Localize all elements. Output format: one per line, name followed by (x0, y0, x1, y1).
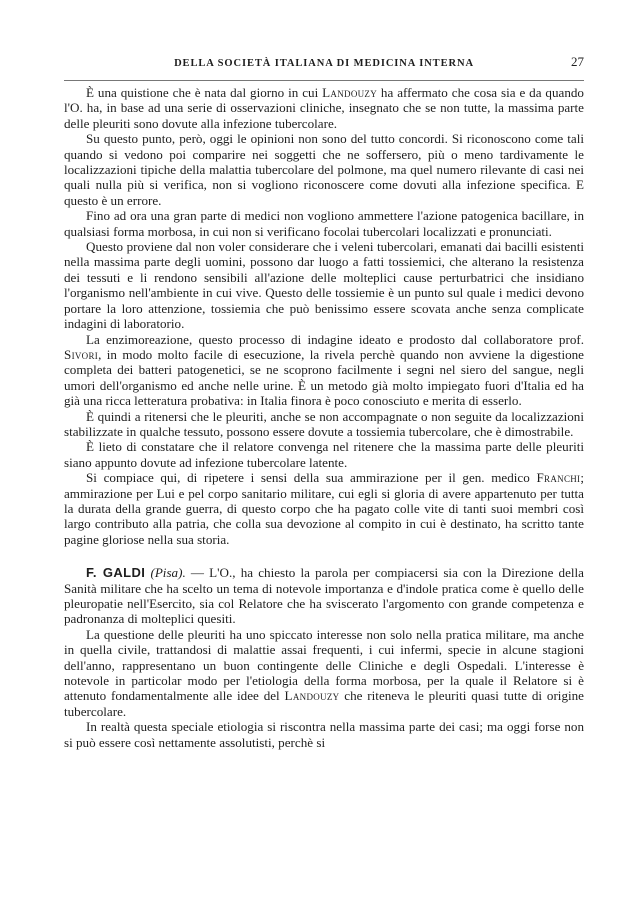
paragraph: È lieto di constatare che il relatore convenga nel ritenere che la massima parte delle pleuriti siano appunto dovute ad infezione tubercolare latente. (64, 439, 584, 470)
paragraph (64, 85, 584, 131)
paragraph: Su questo punto, però, oggi le opinioni non sono del tutto concordi. Si riconoscono come tali quando si vedono poi comparire nei soggetti che ne soffersero, più o meno tardivamente le localizzazioni tipiche della malattia tubercolare del polmone, ma quel numero rilevante di casi nei quali nulla più si verifica, non si vogliono riconoscere come dovuti alla infezione specifica. E questo è un errore. (64, 131, 584, 208)
person-name: Sivori (64, 346, 99, 362)
text-run: Si compiace qui, di ripetere i sensi della sua ammirazione per il gen. medico (86, 470, 537, 486)
running-head: DELLA SOCIETÀ ITALIANA DI MEDICINA INTERNA (174, 58, 474, 69)
text-run: — L'O., ha chiesto la parola per compiacersi sia con la Direzione della Sanità militare che ha scelto un tema di notevole importanza e d'indole pratica come è quello delle pleuropatie nell'Esercito, sia col Relatore che ha sviscerato l'argomento con grande competenza e padronanza di molteplici quesiti. (64, 565, 584, 627)
header-rule (64, 80, 584, 81)
person-name: Franchi (536, 470, 581, 486)
person-name: Landouzy (322, 85, 378, 100)
paragraph (64, 627, 584, 719)
page-number: 27 (571, 54, 584, 69)
text-run: che riteneva le pleuriti quasi tutte di origine tubercolare. (64, 688, 584, 719)
page-header (64, 56, 584, 76)
speaker-affiliation: (Pisa). (150, 565, 186, 581)
page-body (64, 85, 584, 750)
paragraph (64, 565, 584, 627)
paragraph: Questo proviene dal non voler considerare che i veleni tubercolari, emanati dai bacilli esistenti nella massima parte degli uomini, possono dar luogo a fatti tossiemici, che alterano la resistenza dei tessuti e li rendono sensibili all'azione delle molteplici cause perturbatrici che insidiano l'organismo nell'ambiente in cui vive. Questo delle tossiemie è un punto sul quale i medici devono portare la loro attenzione, tossiemia che può benissimo essere scovata anche senza complicate indagini di laboratorio. (64, 239, 584, 332)
paragraph (64, 470, 584, 547)
text-run: , in modo molto facile di esecuzione, la rivela perchè quando non avviene la digestione completa dei batteri patogenetici, se ne scoprono facilmente i segni nel siero del sangue, negli umori dell'organismo ed anche nelle urine. È un metodo già molto impiegato fuori d'Italia ed ha già una ricca letteratura probativa: in Italia finora è poco conosciuto e merita di esserlo. (64, 346, 584, 409)
text-run: La questione delle pleuriti ha uno spiccato interesse non solo nella pratica militare, ma anche in quella civile, trattandosi di malattie assai frequenti, i cui infermi, specie in alcune stagioni dell'anno, rappresentano un buon contingente delle Cliniche e degli Ospedali. L'interesse è notevole in particolar modo per l'etiologia della forma morbosa, per la quale il Relatore si è attenuto fondamentalmente alle idee del (64, 626, 584, 704)
text-run: ha affermato che cosa sia e da quando l'O. ha, in base ad una serie di osservazioni cliniche, insegnato che se non tutte, la massima parte delle pleuriti sono dovute alla infezione tubercolare. (64, 85, 584, 131)
paragraph: È quindi a ritenersi che le pleuriti, anche se non accompagnate o non seguite da localizzazioni stabilizzate in qualche tessuto, possono essere dovute a tossiemia tubercolare, che è dimostrabile. (64, 408, 584, 439)
text-run: ; ammirazione per Lui e pel corpo sanitario militare, cui egli si gloria di avere appartenuto per tutta la durata della grande guerra, di questo corpo che ha pagato colle vite di tanti suoi membri così largo contributo alla patria, che colla sua devozione al compito in cui è destinato, ha scritto tante pagine gloriose nella sua storia. (64, 470, 584, 547)
person-name: Landouzy (284, 688, 340, 704)
section-gap (64, 547, 584, 565)
paragraph (64, 332, 584, 409)
text-run: La enzimoreazione, questo processo di indagine ideato e prodosto dal collaboratore prof. (86, 331, 584, 347)
paragraph: Fino ad ora una gran parte di medici non vogliono ammettere l'azione patogenica bacillare, in qualsiasi forma morbosa, in cui non si verificano focolai tubercolari localizzati e pronunciati. (64, 208, 584, 239)
speaker-name: F. GALDI (86, 565, 146, 581)
text-run: È una quistione che è nata dal giorno in cui (86, 85, 323, 100)
paragraph: In realtà questa speciale etiologia si riscontra nella massima parte dei casi; ma oggi forse non si può essere così nettamente assolutisti, perchè si (64, 719, 584, 750)
